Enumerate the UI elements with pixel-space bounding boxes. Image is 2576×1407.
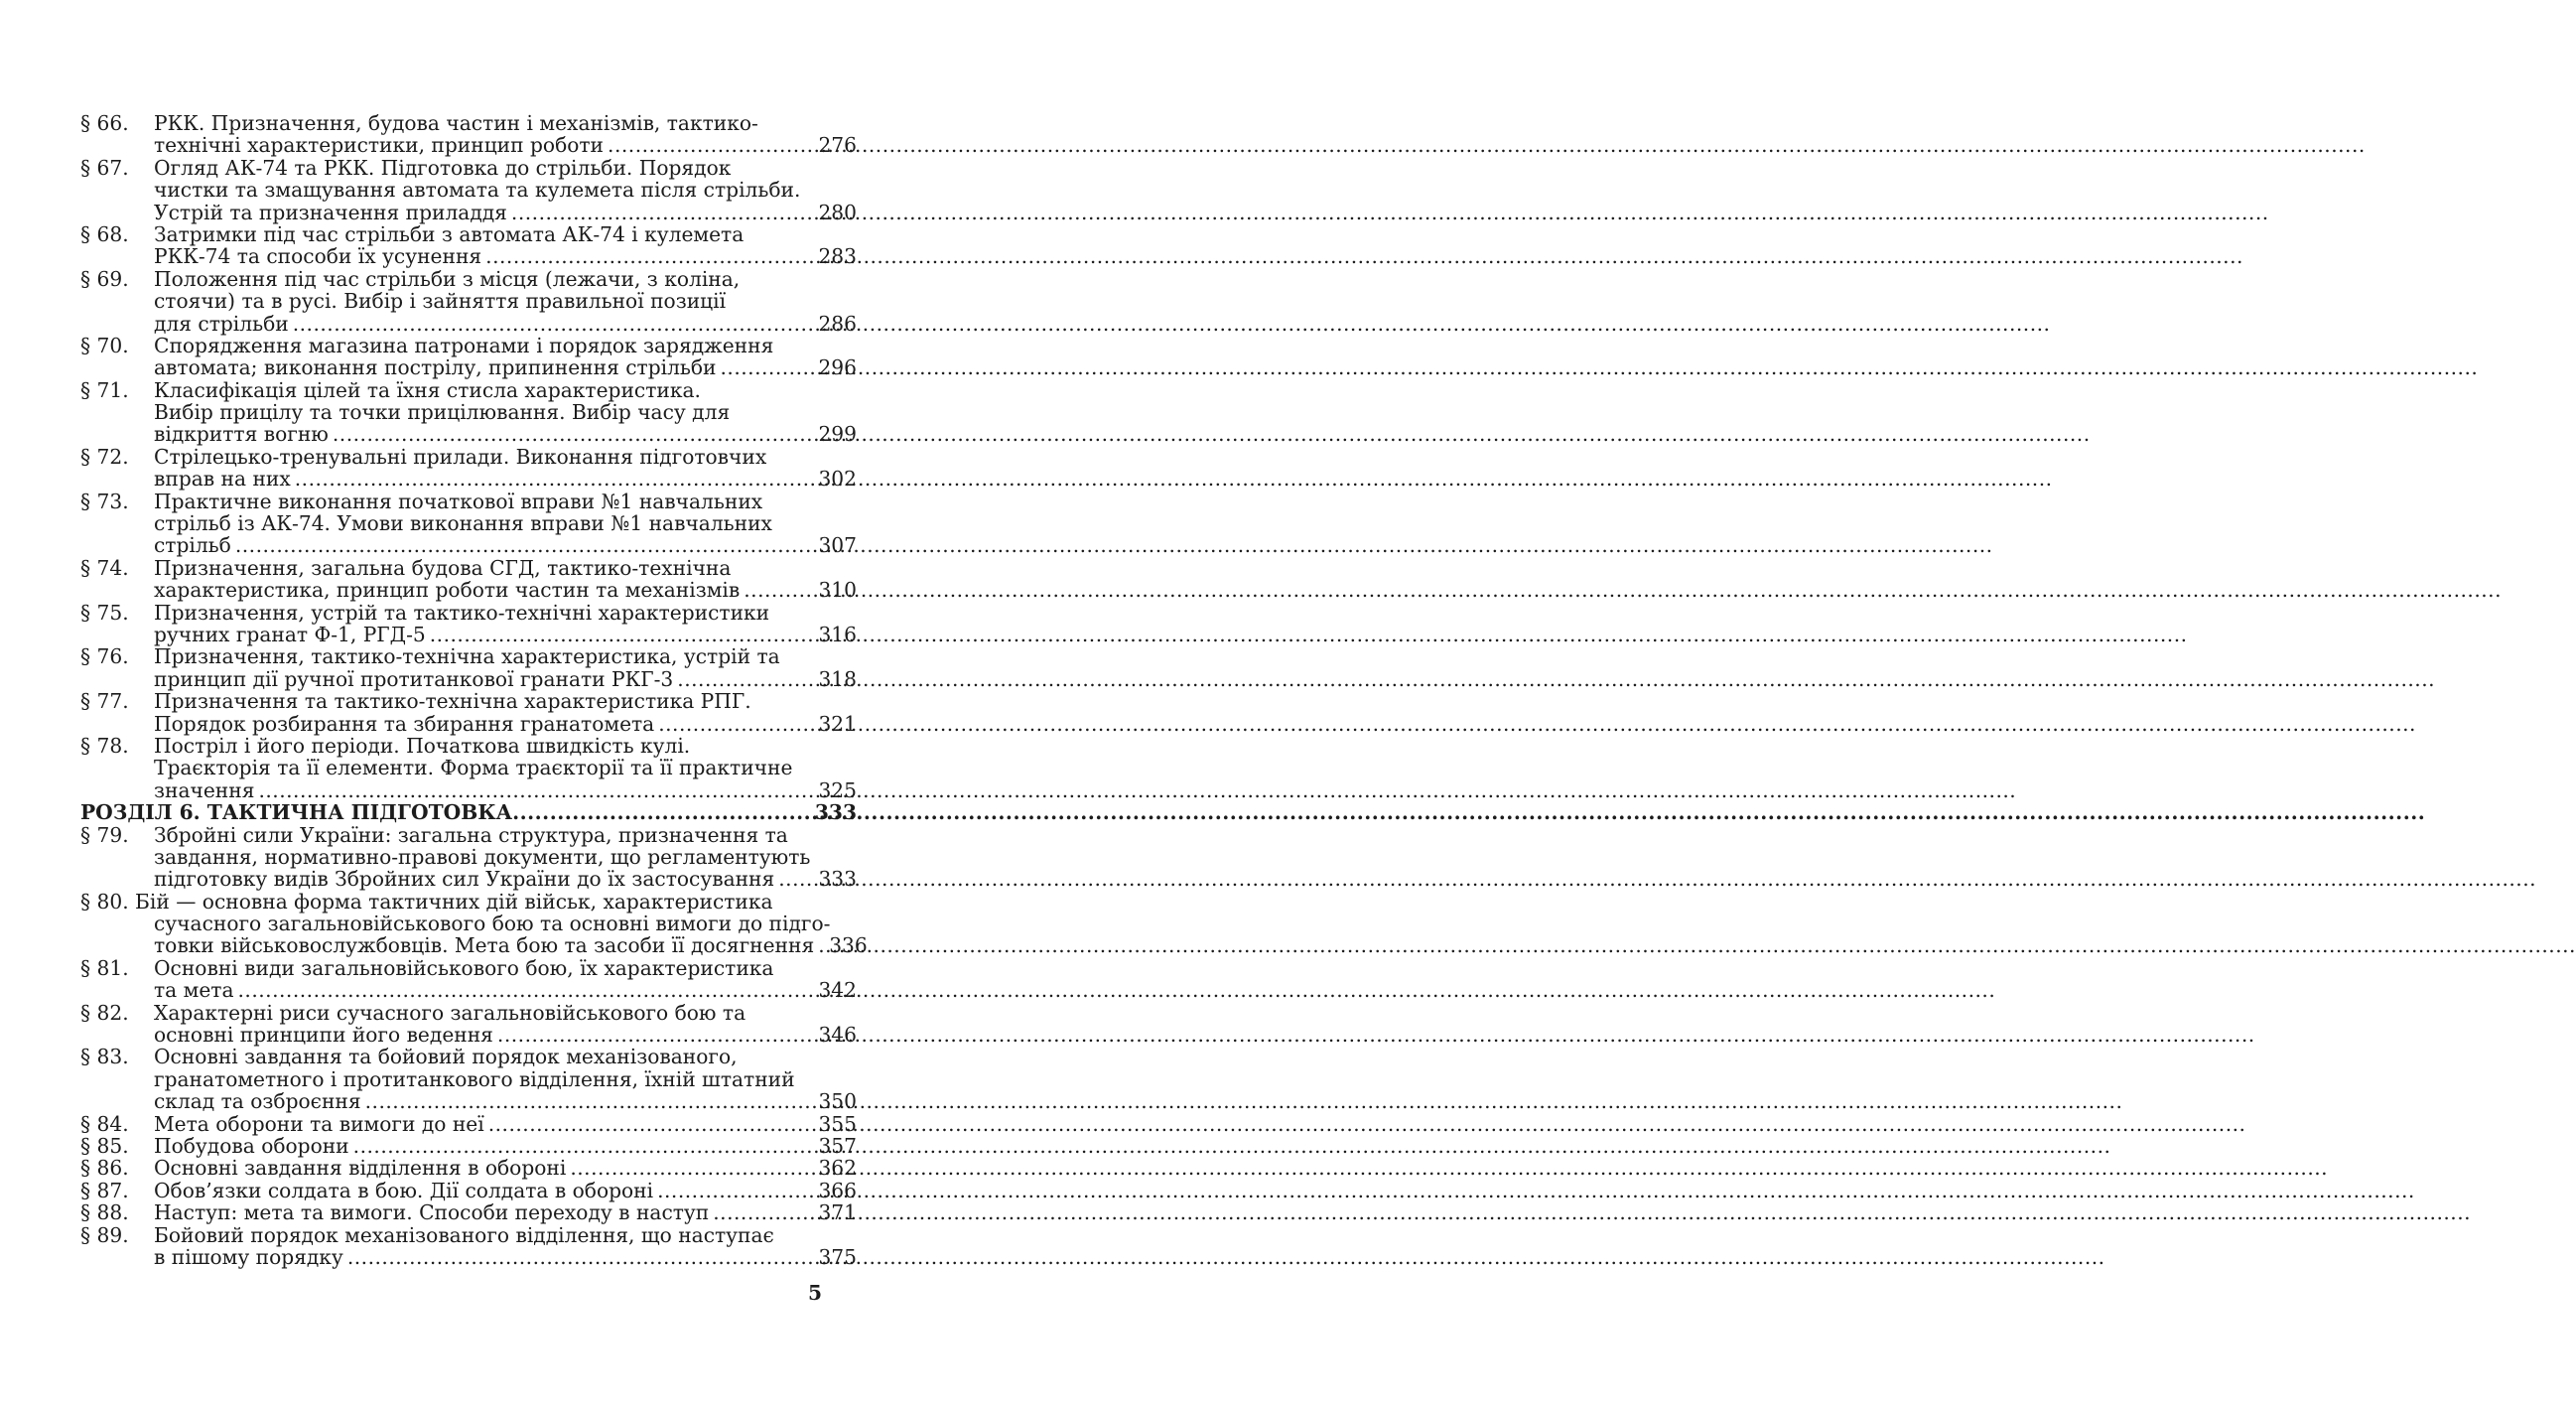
toc-entry-title-line: Устрій та призначення приладдя: [154, 200, 507, 224]
dot-leader: [333, 423, 816, 445]
toc-entry-title-line: Призначення та тактико-технічна характеристика РПГ.: [154, 689, 751, 714]
toc-entry[interactable]: [80, 1224, 857, 1269]
dot-leader: [511, 202, 816, 223]
toc-entry-number: § 81.: [80, 955, 129, 980]
dot-leader: [721, 356, 816, 378]
toc-entry-page: 325: [818, 777, 857, 802]
toc-entry-title-line: Основні завдання та бойовий порядок механізованого,: [154, 1045, 738, 1069]
toc-entry-title-line: підготовку видів Збройних сил України до їх застосування: [154, 867, 775, 892]
toc-entry-number: § 84.: [80, 1111, 129, 1136]
toc-entry-number: § 79.: [80, 822, 129, 847]
toc-entry-title-line: РКК-74 та способи їх усунення: [154, 244, 482, 269]
toc-entry-number: § 67.: [80, 155, 129, 180]
toc-entry-title-line: Мета оборони та вимоги до неї: [154, 1111, 484, 1136]
toc-entry-number: § 66.: [80, 111, 129, 135]
dot-leader: [608, 134, 815, 156]
toc-entry-page: 283: [818, 244, 857, 269]
toc-entry-title-line: Обов’язки солдата в бою. Дії солдата в обороні: [154, 1178, 654, 1202]
toc-entry[interactable]: [80, 157, 857, 223]
dot-leader: [485, 245, 815, 267]
dot-leader: [744, 579, 815, 601]
toc-entry[interactable]: [80, 1201, 857, 1223]
toc-entry-title-line: стрільб із АК-74. Умови виконання вправи №1 навчальних: [154, 511, 772, 536]
toc-entry-page: 299: [818, 422, 857, 447]
dot-leader: [365, 1090, 816, 1112]
toc-entry-title-line: принцип дії ручної протитанкової гранати РКГ-3: [154, 666, 674, 691]
toc-entry[interactable]: [80, 889, 868, 958]
toc-entry[interactable]: [80, 379, 857, 446]
toc-entry-number: § 87.: [80, 1178, 129, 1202]
toc-entry-title-line: для стрільби: [154, 311, 289, 336]
dot-leader: [237, 979, 815, 1001]
toc-entry-title-line: характеристика, принцип роботи частин та механізмів: [154, 578, 741, 603]
toc-entry-number: § 78.: [80, 733, 129, 758]
toc-entry-page: 357: [818, 1133, 857, 1158]
toc-entry-number: § 88.: [80, 1200, 129, 1225]
dot-leader: [488, 1113, 816, 1135]
toc-entry[interactable]: [80, 602, 857, 646]
toc-entry-number: § 85.: [80, 1133, 129, 1158]
toc-entry-number: § 83.: [80, 1045, 129, 1069]
toc-entry-page: 286: [818, 311, 857, 336]
toc-entry-page: 371: [818, 1200, 857, 1225]
toc-entry-title-line: Побудова оборони: [154, 1133, 349, 1158]
dot-leader: [235, 534, 816, 556]
toc-entry[interactable]: [80, 824, 857, 891]
dot-leader: [430, 624, 816, 645]
toc-entry[interactable]: [80, 1113, 857, 1135]
toc-entry-page: 302: [818, 467, 857, 492]
toc-entry-page: 316: [818, 622, 857, 646]
toc-entry-title-line: ручних гранат Ф-1, РГД-5: [154, 622, 426, 646]
dot-leader: [258, 779, 815, 801]
toc-entry-number: § 68.: [80, 221, 129, 246]
toc-entry-number: § 73.: [80, 489, 129, 513]
toc-entry-title-line: Постріл і його періоди. Початкова швидкість кулі.: [154, 733, 691, 758]
toc-entry-title-line: в пішому порядку: [154, 1244, 343, 1269]
dot-leader: [295, 468, 816, 490]
toc-entry-number: § 76.: [80, 644, 129, 669]
dot-leader: [293, 313, 816, 335]
toc-entry-title-line: РКК. Призначення, будова частин і механізмів, тактико-: [154, 111, 758, 135]
toc-entry-title-line: Спорядження магазина патронами і порядок зарядження: [154, 333, 774, 357]
toc-entry[interactable]: [80, 268, 857, 335]
toc-entry-title-line: Затримки під час стрільби з автомата АК-74 і кулемета: [154, 221, 745, 246]
toc-entry-title-line: Порядок розбирання та збирання гранатомета: [154, 711, 655, 736]
toc-entry-page: 355: [818, 1111, 857, 1136]
toc-entry-title-line: чистки та змащування автомата та кулемета після стрільби.: [154, 178, 801, 203]
toc-entry-title-line: Стрілецько-тренувальні прилади. Виконання підготовчих: [154, 444, 767, 469]
toc-entry[interactable]: [80, 335, 857, 379]
toc-entry-title-line: Збройні сили України: загальна структура, призначення та: [154, 822, 788, 847]
toc-entry-number: § 70.: [80, 333, 129, 357]
dot-leader: [497, 1024, 816, 1046]
toc-entry-title-line: стрільб: [154, 533, 231, 558]
toc-entry[interactable]: [80, 1002, 857, 1047]
toc-entry[interactable]: [80, 690, 857, 735]
toc-entry[interactable]: [80, 735, 857, 801]
toc-entry[interactable]: [80, 112, 857, 157]
toc-entry-title-line: § 80. Бій — основна форма тактичних дій військ, характеристика: [80, 889, 773, 914]
toc-entry-title-line: вправ на них: [154, 467, 291, 492]
toc-entry-page: 333: [818, 867, 857, 892]
toc-entry-title-line: відкриття вогню: [154, 422, 329, 447]
toc-entry-number: § 89.: [80, 1222, 129, 1247]
toc-entry-title-line: значення: [154, 777, 255, 802]
toc-entry-title-line: автомата; виконання пострілу, припинення стрільби: [154, 355, 717, 380]
toc-entry-title-line: Класифікація цілей та їхня стисла характеристика.: [154, 377, 701, 402]
dot-leader: [347, 1246, 816, 1268]
toc-entry-title-line: та мета: [154, 978, 234, 1003]
dot-leader: [570, 1157, 815, 1179]
toc-entry-page: 333: [814, 800, 857, 825]
toc-entry-number: § 75.: [80, 600, 129, 625]
toc-entry-title-line: завдання, нормативно-правові документи, що регламентують: [154, 844, 811, 869]
toc-entry-title-line: товки військовослужбовців. Мета бою та засоби її досягнення: [154, 933, 815, 958]
toc-entry-title-line: Наступ: мета та вимоги. Способи переходу в наступ: [154, 1200, 710, 1225]
dot-leader: [658, 713, 815, 735]
dot-leader: [353, 1135, 816, 1157]
toc-entry-title-line: Призначення, тактико-технічна характеристика, устрій та: [154, 644, 780, 669]
toc-entry[interactable]: [80, 491, 857, 557]
dot-leader: [778, 868, 815, 890]
toc-entry[interactable]: [80, 645, 857, 690]
toc-entry[interactable]: [80, 1157, 857, 1179]
toc-section-heading[interactable]: [80, 801, 857, 823]
toc-entry-title-line: Призначення, загальна будова СГД, тактико-технічна: [154, 555, 732, 580]
toc-entry[interactable]: [80, 1180, 857, 1201]
toc-entry-number: § 72.: [80, 444, 129, 469]
toc-entry-title-line: Положення під час стрільби з місця (лежачи, з коліна,: [154, 266, 741, 291]
toc-entry-page: 342: [818, 978, 857, 1003]
toc-entry-number: § 69.: [80, 266, 129, 291]
toc-entry-page: 276: [818, 133, 857, 158]
dot-leader: [677, 668, 815, 690]
toc-entry-number: § 86.: [80, 1156, 129, 1181]
toc-entry-page: 310: [818, 578, 857, 603]
toc-entry-page: 280: [818, 200, 857, 224]
toc-entry-title-line: Огляд АК-74 та РКК. Підготовка до стрільби. Порядок: [154, 155, 732, 180]
toc-entry-title-line: Траєкторія та її елементи. Форма траєкторії та її практичне: [154, 756, 793, 780]
toc-entry-page: 336: [829, 933, 868, 958]
dot-leader: [818, 934, 826, 956]
dot-leader: [512, 801, 812, 823]
toc-entry-title-line: основні принципи його ведення: [154, 1023, 493, 1048]
toc-entry-title-line: Призначення, устрій та тактико-технічні характеристики: [154, 600, 770, 625]
toc-entry-number: § 71.: [80, 377, 129, 402]
toc-entry[interactable]: [80, 446, 857, 491]
toc-entry-page: 346: [818, 1023, 857, 1048]
toc-entry[interactable]: [80, 557, 857, 602]
toc-entry-page: 321: [818, 711, 857, 736]
toc-entry[interactable]: [80, 957, 857, 1002]
toc-entry-title-line: Практичне виконання початкової вправи №1 навчальних: [154, 489, 763, 513]
toc-entry-number: § 74.: [80, 555, 129, 580]
dot-leader: [657, 1180, 815, 1201]
toc-entry-page: 318: [818, 666, 857, 691]
toc-entry-number: § 82.: [80, 1000, 129, 1025]
toc-entry-title-line: сучасного загальновійськового бою та основні вимоги до підго-: [154, 912, 831, 936]
toc-entry-title-line: Основні завдання відділення в обороні: [154, 1156, 567, 1181]
toc-entry-page: 296: [818, 355, 857, 380]
toc-entry[interactable]: [80, 1046, 857, 1112]
toc-entry-title-line: технічні характеристики, принцип роботи: [154, 133, 605, 158]
toc-entry-title-line: стоячи) та в русі. Вибір і зайняття правильної позиції: [154, 289, 727, 314]
toc-entry-title-line: гранатометного і протитанкового відділення, їхній штатний: [154, 1066, 795, 1091]
toc-entry[interactable]: [80, 1135, 857, 1157]
toc-entry[interactable]: [80, 223, 857, 268]
toc-entry-page: 366: [818, 1178, 857, 1202]
toc-entry-title-line: Бойовий порядок механізованого відділення, що наступає: [154, 1222, 774, 1247]
toc-entry-title-line: РОЗДІЛ 6. ТАКТИЧНА ПІДГОТОВКА: [80, 800, 513, 825]
toc-entry-page: 375: [818, 1244, 857, 1269]
toc-entry-title-line: Основні види загальновійськового бою, їх характеристика: [154, 955, 774, 980]
toc-entry-title-line: Характерні риси сучасного загальновійськового бою та: [154, 1000, 746, 1025]
toc-entry-page: 362: [818, 1156, 857, 1181]
toc-entry-page: 350: [818, 1089, 857, 1114]
page-number: 5: [808, 1281, 823, 1305]
toc-entry-title-line: Вибір прицілу та точки прицілювання. Вибір часу для: [154, 400, 731, 425]
toc-entry-number: § 77.: [80, 689, 129, 714]
toc-entry-title-line: склад та озброєння: [154, 1089, 361, 1114]
toc-entry-page: 307: [818, 533, 857, 558]
dot-leader: [713, 1201, 815, 1223]
table-of-contents: [80, 111, 868, 1269]
